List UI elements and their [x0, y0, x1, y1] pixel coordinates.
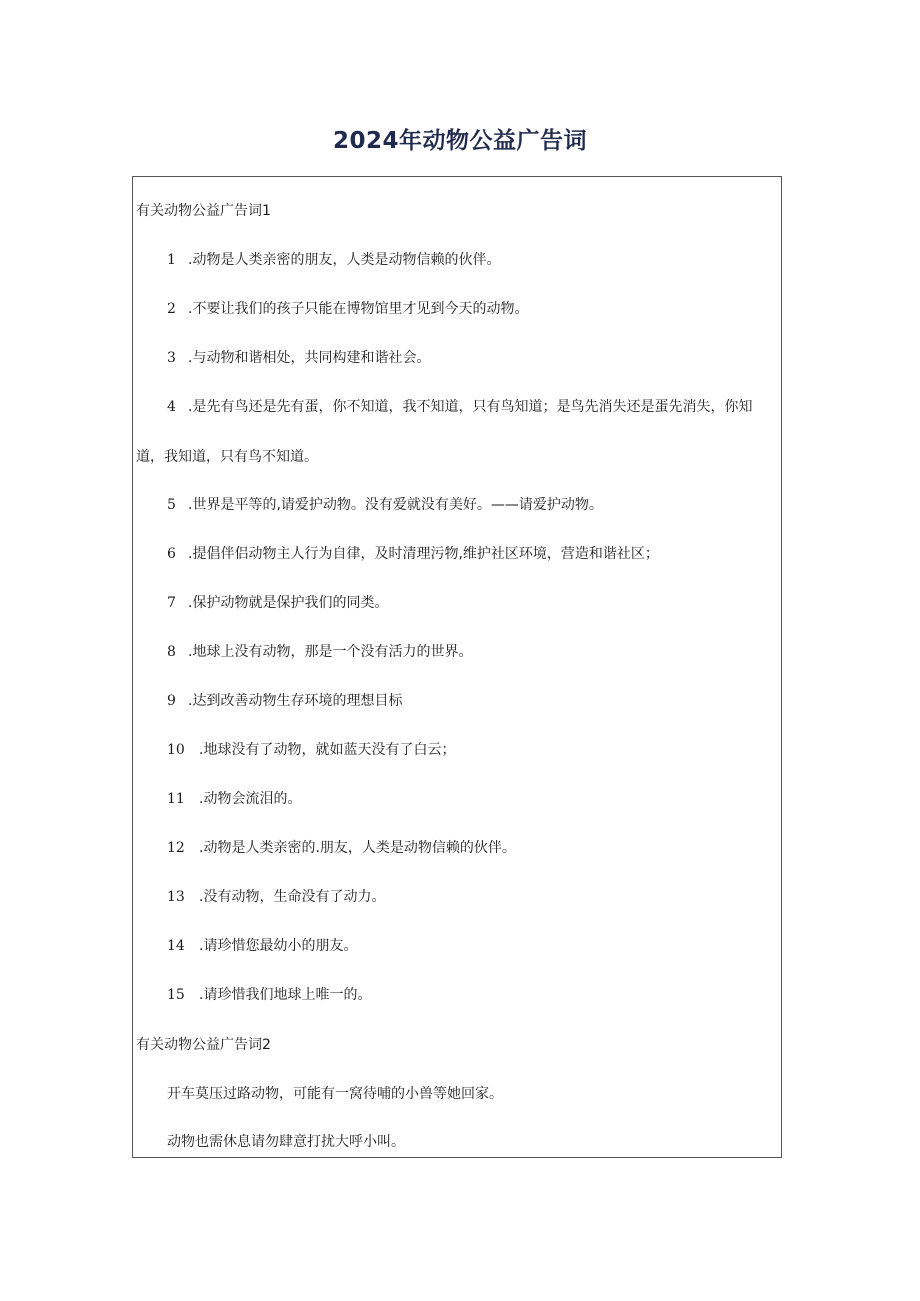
section-heading-2: 有关动物公益广告词2	[136, 1037, 271, 1053]
item-number: 5	[167, 497, 176, 513]
item-text: .不要让我们的孩子只能在博物馆里才见到今天的动物。	[188, 301, 529, 317]
item-number: 7	[167, 595, 176, 611]
item-number: 14	[167, 938, 185, 954]
item-number: 12	[167, 840, 185, 856]
item-text: .与动物和谐相处，共同构建和谐社会。	[188, 350, 431, 366]
paragraph: 开车莫压过路动物，可能有一窝待哺的小兽等她回家。	[167, 1086, 503, 1102]
item-text: .动物是人类亲密的.朋友，人类是动物信赖的伙伴。	[199, 840, 516, 856]
item-number: 13	[167, 889, 185, 905]
item-text: .动物是人类亲密的朋友，人类是动物信赖的伙伴。	[188, 252, 501, 268]
content-box	[132, 176, 782, 1158]
item-text: .请珍惜您最幼小的朋友。	[199, 938, 358, 954]
item-text: .没有动物，生命没有了动力。	[199, 889, 386, 905]
paragraph: 动物也需休息请勿肆意打扰大呼小叫。	[167, 1134, 405, 1150]
item-text: .达到改善动物生存环境的理想目标	[188, 693, 403, 709]
item-text: .提倡伴侣动物主人行为自律，及时清理污物,维护社区环境，营造和谐社区；	[188, 546, 659, 562]
item-text: .世界是平等的,请爱护动物。没有爱就没有美好。——请爱护动物。	[188, 497, 603, 513]
item-text: .地球上没有动物，那是一个没有活力的世界。	[188, 644, 473, 660]
item-text: .是先有鸟还是先有蛋，你不知道，我不知道，只有鸟知道；是鸟先消失还是蛋先消失，你知	[188, 399, 753, 415]
item-number: 6	[167, 546, 176, 562]
item-number: 15	[167, 987, 185, 1003]
item-number: 2	[167, 301, 176, 317]
item-number: 9	[167, 693, 176, 709]
item-text: .保护动物就是保护我们的同类。	[188, 595, 389, 611]
item-number: 10	[167, 742, 185, 758]
item-number: 11	[167, 791, 185, 807]
item-number: 8	[167, 644, 176, 660]
item-text: .动物会流泪的。	[199, 791, 302, 807]
section-heading-1: 有关动物公益广告词1	[136, 203, 271, 219]
item-text-continuation: 道，我知道，只有鸟不知道。	[136, 449, 318, 465]
item-text: .请珍惜我们地球上唯一的。	[199, 987, 372, 1003]
item-number: 4	[167, 399, 176, 415]
item-text: .地球没有了动物，就如蓝天没有了白云；	[199, 742, 456, 758]
item-number: 3	[167, 350, 176, 366]
document-title: 2024年动物公益广告词	[332, 128, 587, 154]
item-number: 1	[167, 252, 176, 268]
